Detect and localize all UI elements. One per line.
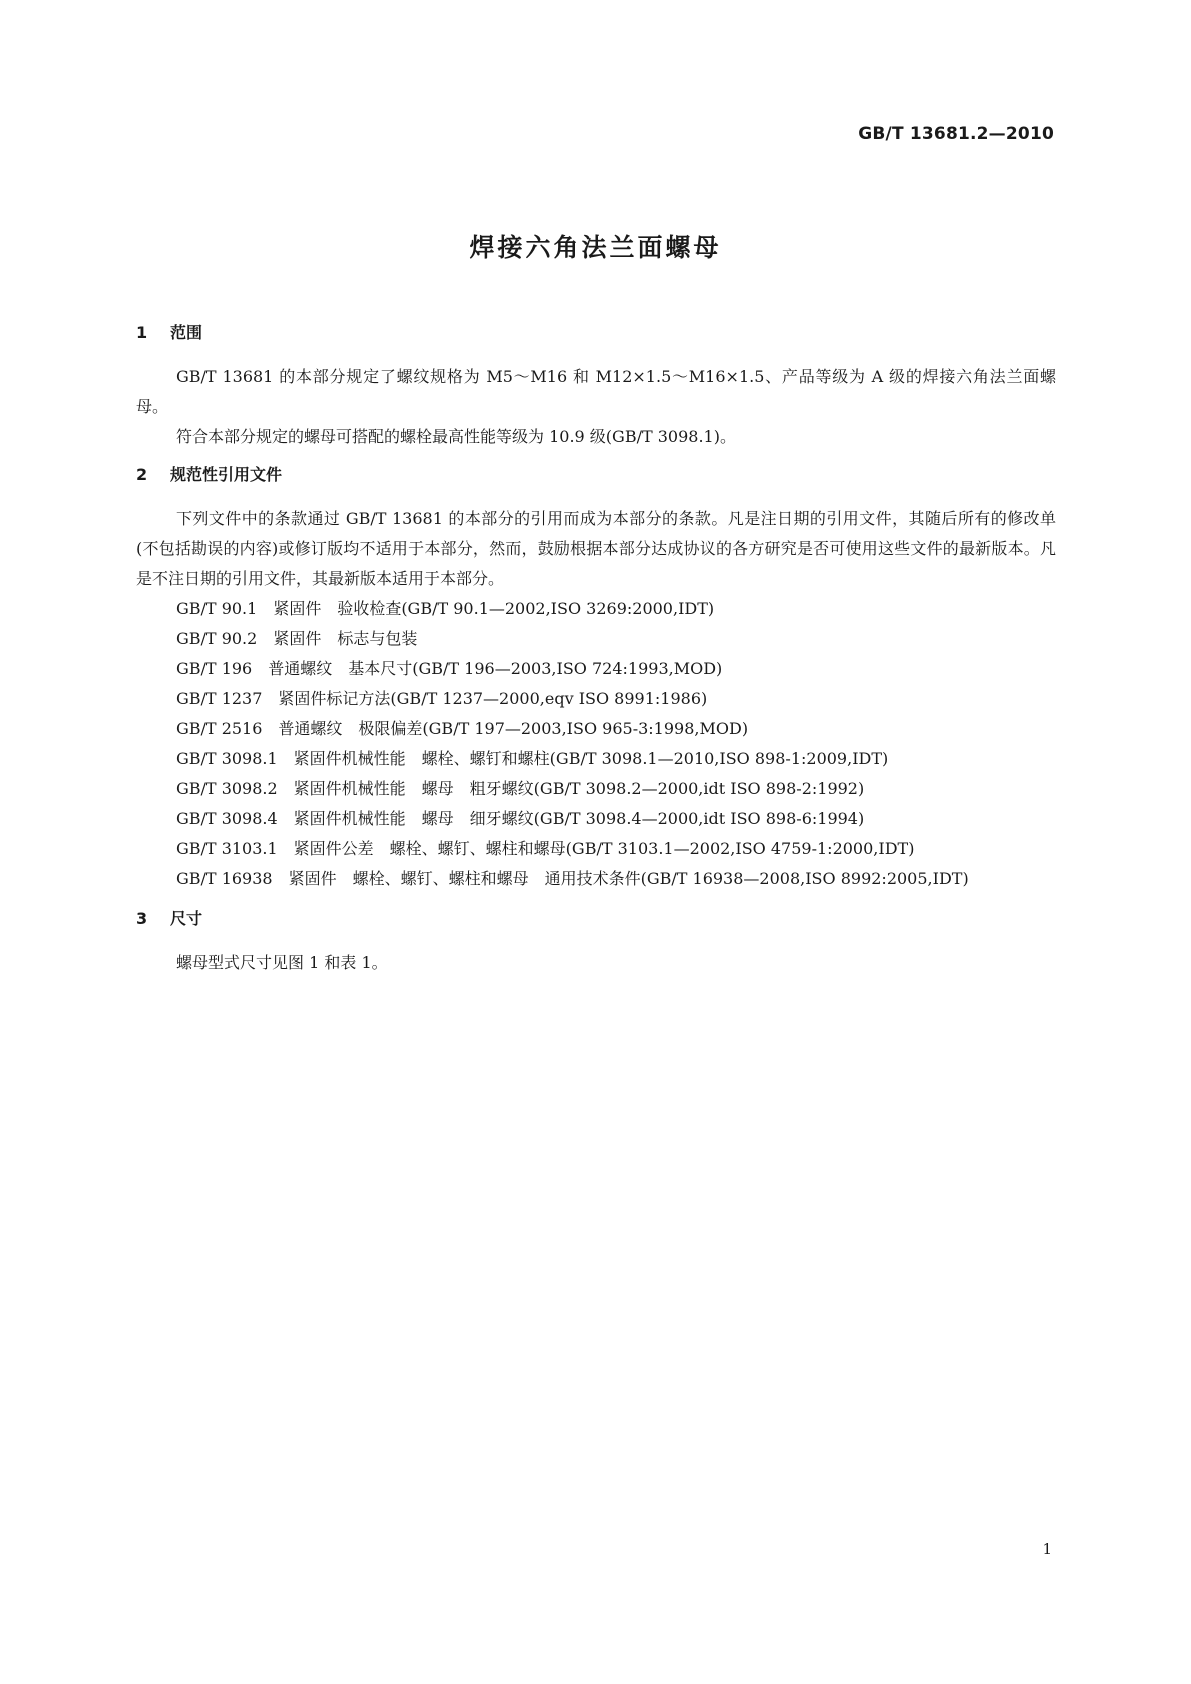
section-number: 3	[136, 909, 148, 928]
document-code: GB/T 13681.2—2010	[858, 124, 1054, 144]
document-body	[136, 320, 1056, 978]
reference-item: GB/T 3098.2 紧固件机械性能 螺母 粗牙螺纹(GB/T 3098.2—2000,idt ISO 898-2:1992)	[176, 779, 865, 798]
scope-paragraph-2: 符合本部分规定的螺母可搭配的螺栓最高性能等级为 10.9 级(GB/T 3098.1)。	[176, 427, 736, 446]
reference-item: GB/T 1237 紧固件标记方法(GB/T 1237—2000,eqv ISO 8991:1986)	[176, 689, 708, 708]
reference-item: GB/T 90.1 紧固件 验收检查(GB/T 90.1—2002,ISO 3269:2000,IDT)	[176, 599, 715, 618]
section-title: 尺寸	[170, 909, 203, 928]
reference-item: GB/T 2516 普通螺纹 极限偏差(GB/T 197—2003,ISO 965-3:1998,MOD)	[176, 719, 749, 738]
scope-paragraph-1: GB/T 13681 的本部分规定了螺纹规格为 M5～M16 和 M12×1.5～M16×1.5、产品等级为 A 级的焊接六角法兰面螺母。	[136, 367, 1056, 416]
section-number: 2	[136, 465, 148, 484]
section-title: 范围	[170, 323, 203, 342]
reference-item: GB/T 3098.1 紧固件机械性能 螺栓、螺钉和螺柱(GB/T 3098.1—2010,ISO 898-1:2009,IDT)	[176, 749, 889, 768]
section-heading-scope	[136, 320, 1056, 346]
section-title: 规范性引用文件	[170, 465, 283, 484]
dimensions-paragraph: 螺母型式尺寸见图 1 和表 1。	[176, 953, 388, 972]
document-title: 焊接六角法兰面螺母	[469, 233, 722, 262]
reference-item: GB/T 90.2 紧固件 标志与包装	[176, 629, 418, 648]
page-number: 1	[1042, 1540, 1052, 1558]
section-number: 1	[136, 323, 148, 342]
reference-item: GB/T 16938 紧固件 螺栓、螺钉、螺柱和螺母 通用技术条件(GB/T 16938—2008,ISO 8992:2005,IDT)	[176, 869, 969, 888]
section-heading-dimensions	[136, 906, 1056, 932]
reference-item: GB/T 3103.1 紧固件公差 螺栓、螺钉、螺柱和螺母(GB/T 3103.1—2002,ISO 4759-1:2000,IDT)	[176, 839, 915, 858]
reference-item: GB/T 3098.4 紧固件机械性能 螺母 细牙螺纹(GB/T 3098.4—2000,idt ISO 898-6:1994)	[176, 809, 865, 828]
section-heading-normative-references	[136, 462, 1056, 488]
normative-intro-paragraph: 下列文件中的条款通过 GB/T 13681 的本部分的引用而成为本部分的条款。凡是注日期的引用文件，其随后所有的修改单(不包括勘误的内容)或修订版均不适用于本部分，然而，鼓励根据本部分达成协议的各方研究是否可使用这些文件的最新版本。凡是不注日期的引用文件，其最新版本适用于本部分。	[136, 509, 1056, 588]
reference-item: GB/T 196 普通螺纹 基本尺寸(GB/T 196—2003,ISO 724:1993,MOD)	[176, 659, 723, 678]
